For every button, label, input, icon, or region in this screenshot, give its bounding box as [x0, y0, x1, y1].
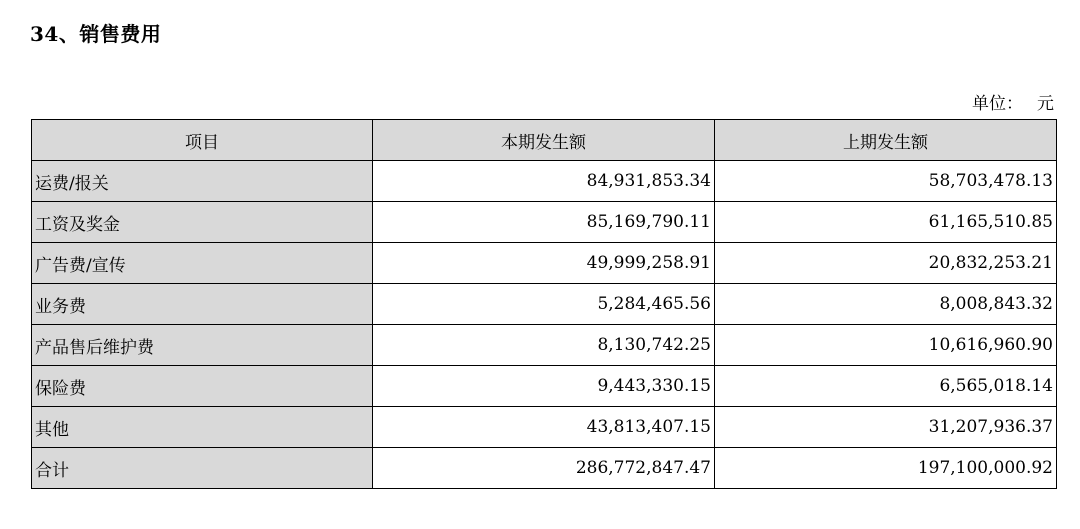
section-title: 34、销售费用: [30, 22, 162, 46]
row-item: 工资及奖金: [32, 202, 373, 243]
row-previous: 10,616,960.90: [715, 325, 1057, 366]
row-current: 9,443,330.15: [373, 366, 715, 407]
row-item: 产品售后维护费: [32, 325, 373, 366]
header-previous-period: 上期发生额: [715, 120, 1057, 161]
header-item: 项目: [32, 120, 373, 161]
row-previous: 20,832,253.21: [715, 243, 1057, 284]
row-item: 合计: [32, 448, 373, 489]
sales-expense-table: [31, 119, 1057, 489]
table-total-row: [32, 448, 1057, 489]
table-row: [32, 407, 1057, 448]
row-item: 其他: [32, 407, 373, 448]
row-current: 43,813,407.15: [373, 407, 715, 448]
row-item: 运费/报关: [32, 161, 373, 202]
unit-value: 元: [1037, 94, 1054, 114]
row-current: 49,999,258.91: [373, 243, 715, 284]
row-item: 保险费: [32, 366, 373, 407]
unit-label: 单位：: [972, 94, 1023, 114]
row-previous: 6,565,018.14: [715, 366, 1057, 407]
row-previous: 31,207,936.37: [715, 407, 1057, 448]
row-current: 286,772,847.47: [373, 448, 715, 489]
table-row: [32, 284, 1057, 325]
table-row: [32, 366, 1057, 407]
header-current-period: 本期发生额: [373, 120, 715, 161]
row-previous: 58,703,478.13: [715, 161, 1057, 202]
table-row: [32, 243, 1057, 284]
unit-note: [972, 89, 1054, 114]
table-header-row: [32, 120, 1057, 161]
table-row: [32, 161, 1057, 202]
table-row: [32, 325, 1057, 366]
row-previous: 61,165,510.85: [715, 202, 1057, 243]
row-current: 5,284,465.56: [373, 284, 715, 325]
row-current: 8,130,742.25: [373, 325, 715, 366]
row-item: 业务费: [32, 284, 373, 325]
row-current: 85,169,790.11: [373, 202, 715, 243]
row-previous: 8,008,843.32: [715, 284, 1057, 325]
row-current: 84,931,853.34: [373, 161, 715, 202]
row-item: 广告费/宣传: [32, 243, 373, 284]
table-row: [32, 202, 1057, 243]
row-previous: 197,100,000.92: [715, 448, 1057, 489]
